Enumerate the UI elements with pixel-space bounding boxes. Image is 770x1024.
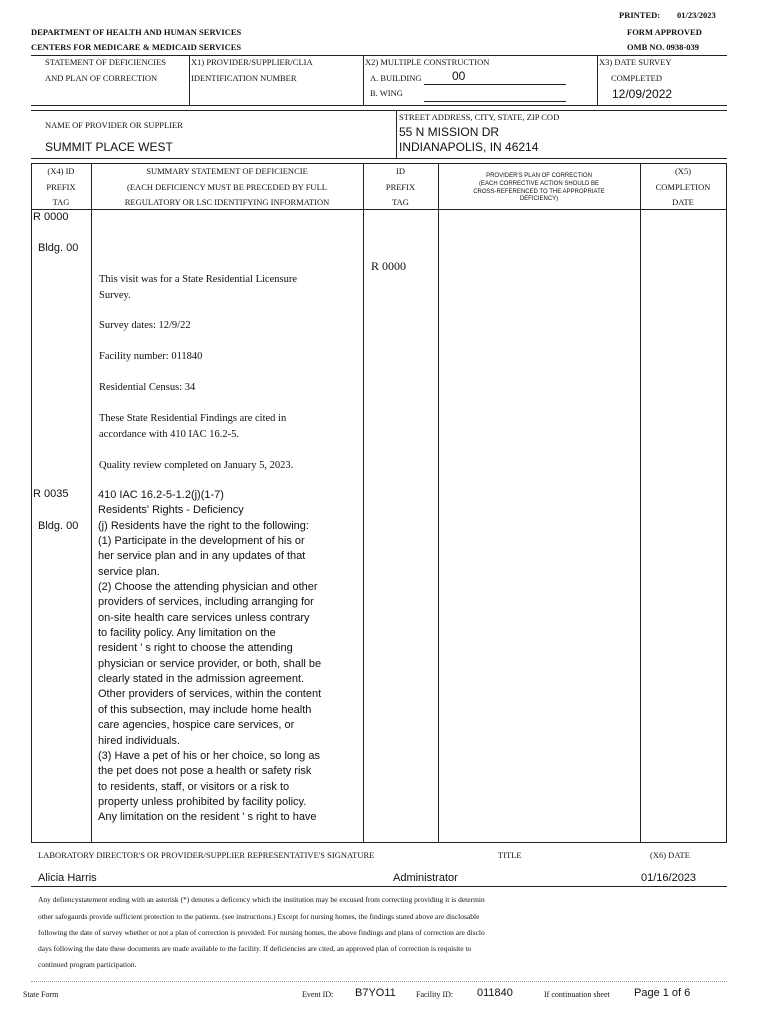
x1-label-2: IDENTIFICATION NUMBER [191, 73, 297, 83]
survey-completed-date: 12/09/2022 [612, 87, 673, 101]
rule-line: (j) Residents have the right to the following: [98, 519, 309, 532]
printed-date: 01/23/2023 [677, 10, 716, 20]
rule-line: resident ' s right to choose the attending [98, 642, 293, 655]
rule-line: care agencies, hospice care services, or [98, 719, 295, 732]
rule-line: hired individuals. [98, 734, 180, 747]
visit-line-1: This visit was for a State Residential Licensure [99, 274, 297, 285]
x4-header-3: TAG [52, 197, 70, 207]
x4-header-1: (X4) ID [47, 166, 75, 176]
rule-line: clearly stated in the admission agreement. [98, 673, 305, 686]
survey-dates: Survey dates: 12/9/22 [99, 320, 191, 331]
provider-name-label: NAME OF PROVIDER OR SUPPLIER [45, 120, 183, 130]
provider-name: SUMMIT PLACE WEST [45, 140, 173, 154]
rule-text-block [98, 489, 321, 827]
right-tag-r0000: R 0000 [371, 259, 407, 273]
signature-label: LABORATORY DIRECTOR'S OR PROVIDER/SUPPLIER REPRESENTATIVE'S SIGNATURE [38, 850, 375, 860]
continuation-label: If continuation sheet [544, 990, 610, 999]
summary-header-1: SUMMARY STATEMENT OF DEFICIENCIE [146, 166, 308, 176]
bldg-1: Bldg. 00 [38, 242, 79, 254]
facility-id-label: Facility ID: [416, 990, 454, 999]
form-approved: FORM APPROVED [627, 27, 702, 37]
summary-header-2: (EACH DEFICIENCY MUST BE PRECEDED BY FULL [127, 182, 327, 192]
tag-r0035: R 0035 [33, 488, 69, 500]
rule-line: Other providers of services, within the content [98, 688, 322, 701]
summary-header-3: REGULATORY OR LSC IDENTIFYING INFORMATION [124, 197, 330, 207]
x5-header-3: DATE [672, 197, 694, 207]
plan-header-2: (EACH CORRECTIVE ACTION SHOULD BE [478, 181, 600, 187]
address-line-2: INDIANAPOLIS, IN 46214 [399, 140, 539, 154]
rule-line: her service plan and in any updates of that [98, 550, 306, 563]
x3-label-2: COMPLETED [611, 73, 662, 83]
rule-line: physician or service provider, or both, shall be [98, 657, 322, 670]
rule-line: service plan. [98, 565, 160, 578]
wing-label: B. WING [370, 88, 403, 98]
event-id-label: Event ID: [302, 990, 334, 999]
disclaimer-line: following the date of survey whether or not a plan of correction is provided. For nursing homes, the above findings and plans of correction are disclo [38, 928, 485, 937]
disclaimer-line: continued program participation. [38, 960, 137, 969]
signer-name: Alicia Harris [38, 872, 97, 884]
rule-line: (1) Participate in the development of his or [98, 535, 305, 548]
building-label: A. BUILDING [370, 73, 422, 83]
rule-line: (2) Choose the attending physician and other [98, 581, 318, 594]
findings-line-2: accordance with 410 IAC 16.2-5. [99, 429, 239, 440]
x2-title: X2) MULTIPLE CONSTRUCTION [365, 57, 490, 67]
x1-label-1: X1) PROVIDER/SUPPLIER/CLIA [191, 57, 313, 67]
facility-id: 011840 [477, 987, 513, 999]
signer-title: Administrator [393, 872, 458, 884]
rule-line: (3) Have a pet of his or her choice, so long as [98, 749, 320, 762]
agency-line-1: DEPARTMENT OF HEALTH AND HUMAN SERVICES [31, 27, 242, 37]
x4-header-2: PREFIX [46, 182, 76, 192]
x6-date-label: (X6) DATE [650, 850, 690, 860]
visit-line-2: Survey. [99, 290, 131, 301]
page-number: Page 1 of 6 [634, 987, 691, 999]
rule-line: the pet does not pose a health or safety risk [98, 765, 312, 778]
plan-header-4: DEFICIENCY) [519, 196, 559, 202]
id-header-3: TAG [392, 197, 409, 207]
omb-number: OMB NO. 0938-039 [627, 42, 700, 52]
statement-label-2: AND PLAN OF CORRECTION [45, 73, 158, 83]
address-line-1: 55 N MISSION DR [399, 125, 500, 139]
statement-label-1: STATEMENT OF DEFICIENCIES [45, 57, 167, 67]
rule-line: of this subsection, may include home health [98, 703, 312, 716]
id-header-1: ID [396, 166, 405, 176]
facility-number: Facility number: 011840 [99, 351, 203, 362]
plan-header-3: CROSS-REFERENCED TO THE APPROPRIATE [473, 189, 605, 195]
signature-date: 01/16/2023 [641, 872, 697, 884]
tag-r0000: R 0000 [33, 211, 69, 223]
disclaimer-line: Any defiencystatement ending with an asterisk (*) denotes a deficency which the institution may be excused from correcting providing it is determin [38, 895, 485, 904]
x5-header-2: COMPLETION [655, 182, 711, 192]
rule-line: 410 IAC 16.2-5-1.2(j)(1-7) [98, 489, 224, 501]
x3-label-1: X3) DATE SURVEY [599, 57, 672, 67]
rule-line: on-site health care services unless contrary [98, 611, 310, 624]
rule-line: to facility policy. Any limitation on the [98, 627, 276, 640]
disclaimer-line: other safegaurds provide sufficient protection to the patients. (see instructions.) Except for nursing homes, the findings stated above are disclosable [38, 912, 480, 921]
agency-line-2: CENTERS FOR MEDICARE & MEDICAID SERVICES [31, 42, 242, 52]
residential-census: Residential Census: 34 [99, 382, 196, 393]
id-header-2: PREFIX [385, 182, 416, 192]
rule-line: to residents, staff, or visitors or a risk to [98, 780, 290, 793]
x5-header-1: (X5) [674, 166, 692, 176]
findings-line-1: These State Residential Findings are cited in [99, 413, 287, 424]
bldg-2: Bldg. 00 [38, 520, 79, 532]
rule-line: property unless prohibited by facility policy. [98, 795, 307, 808]
printed-label: PRINTED: [619, 10, 661, 20]
address-label: STREET ADDRESS, CITY, STATE, ZIP COD [399, 112, 560, 122]
rule-line: providers of services, including arranging for [98, 596, 314, 609]
plan-header-1: PROVIDER'S PLAN OF CORRECTION [486, 173, 592, 179]
rule-line: Any limitation on the resident ' s right to have [98, 811, 317, 824]
quality-review: Quality review completed on January 5, 2023. [99, 460, 294, 471]
disclaimer-line: days following the date these documents are made available to the facility. If deficiencies are cited, an approved plan of correction is requisite to [38, 944, 472, 953]
building-value: 00 [452, 69, 466, 83]
event-id: B7YO11 [355, 987, 396, 999]
state-form-label: State Form [23, 990, 59, 999]
title-label: TITLE [498, 850, 522, 860]
rule-line: Residents' Rights - Deficiency [98, 504, 244, 517]
